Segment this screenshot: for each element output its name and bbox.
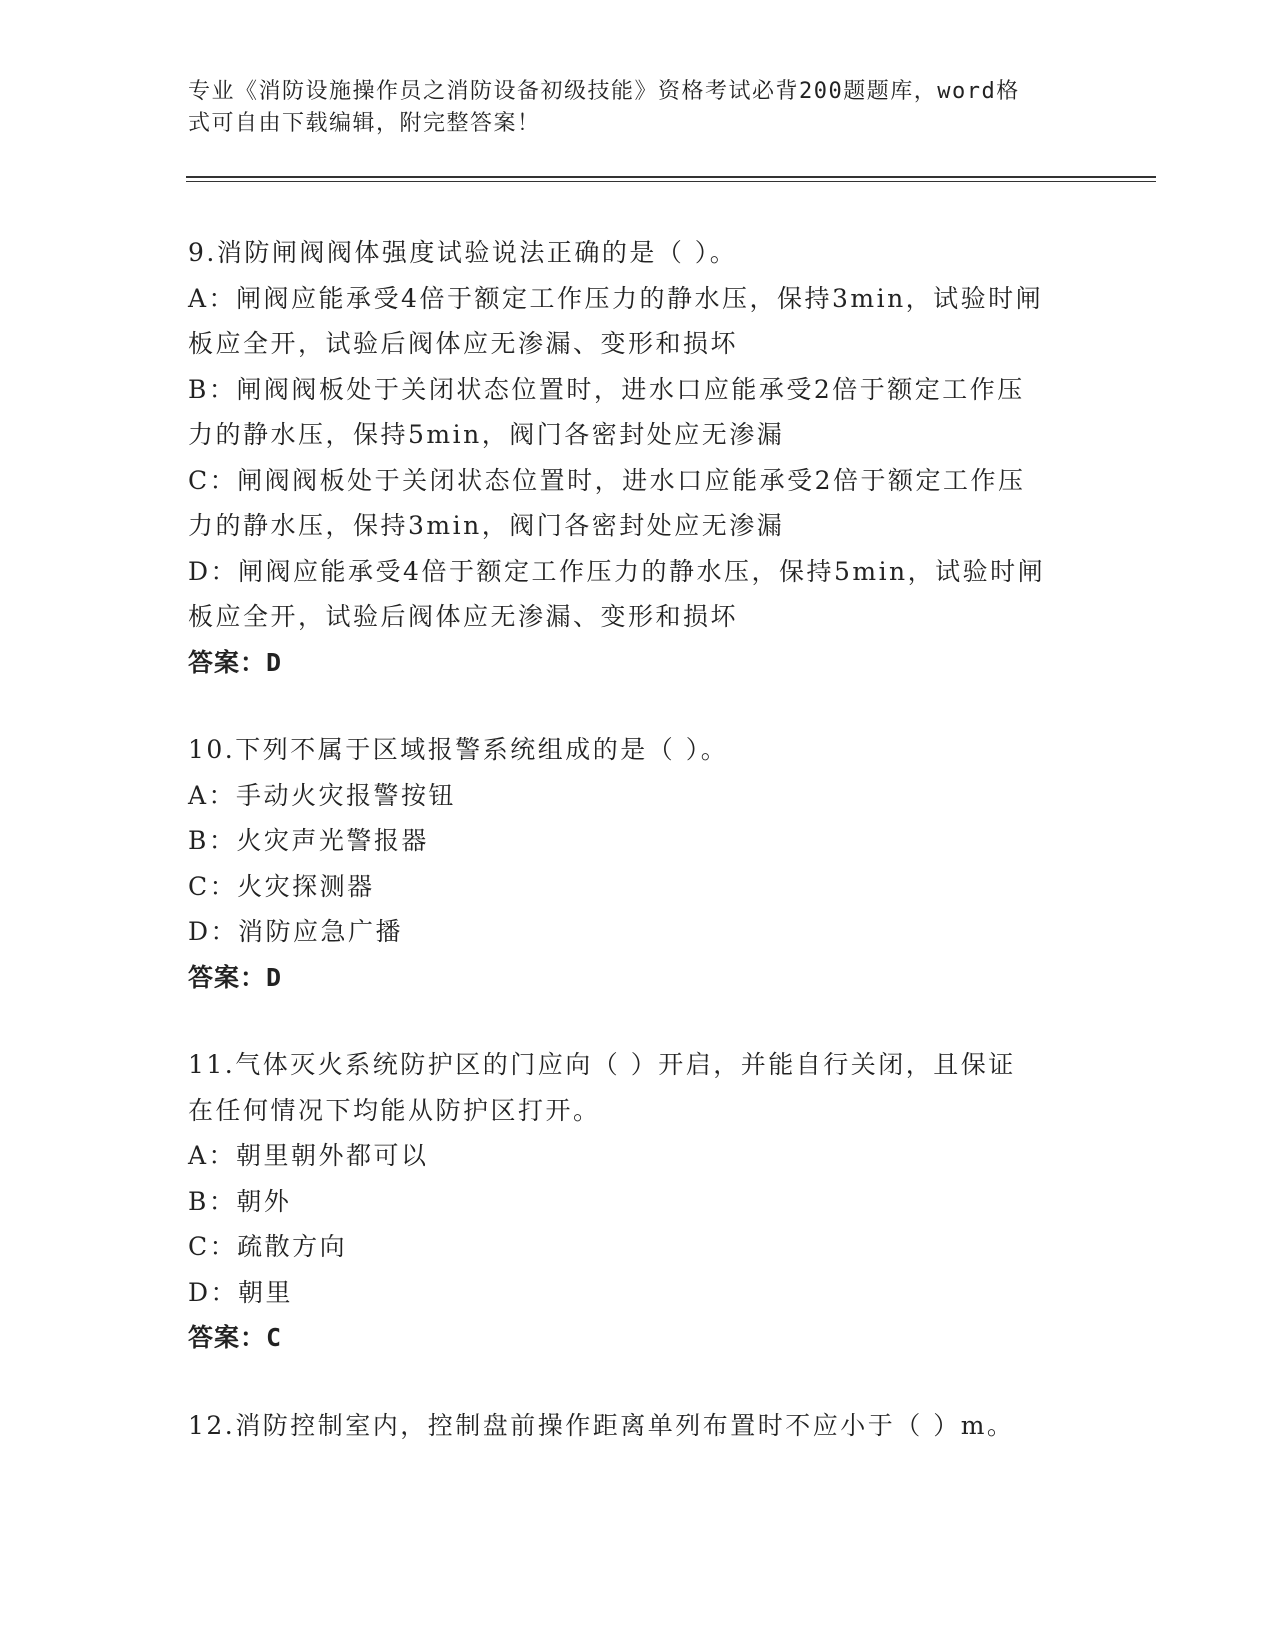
option-a: A：朝里朝外都可以 — [188, 1141, 429, 1170]
question-12 — [188, 1403, 1108, 1449]
question-list — [188, 230, 1108, 1490]
option-b: B：朝外 — [188, 1186, 292, 1216]
header-divider — [186, 176, 1156, 182]
header-line-2: 式可自由下载编辑，附完整答案！ — [188, 111, 541, 136]
option-text: B：闸阀阀板处于关闭状态位置时，进水口应能承受2倍于额定工作压 — [188, 374, 1025, 404]
option-text: 力的静水压，保持5min，阀门各密封处应无渗漏 — [188, 420, 785, 449]
question-10 — [188, 727, 1108, 1000]
option-text: 板应全开，试验后阀体应无渗漏、变形和损坏 — [188, 329, 739, 358]
option-text: A：闸阀应能承受4倍于额定工作压力的静水压，保持3min，试验时闸 — [188, 283, 1044, 313]
option-a: A：手动火灾报警按钮 — [188, 780, 457, 810]
option-c: C：火灾探测器 — [188, 871, 375, 901]
option-d — [188, 549, 1108, 640]
question-stem: 在任何情况下均能从防护区打开。 — [188, 1095, 601, 1125]
option-c: C：疏散方向 — [188, 1232, 348, 1261]
option-text: 力的静水压，保持3min，阀门各密封处应无渗漏 — [188, 511, 785, 540]
header-line-1: 专业《消防设施操作员之消防设备初级技能》资格考试必背200题题库，word格 — [188, 79, 1020, 104]
option-d: D：朝里 — [188, 1277, 294, 1307]
option-b: B：火灾声光警报器 — [188, 826, 429, 855]
question-stem: 9.消防闸阀阀体强度试验说法正确的是（ ）。 — [188, 238, 738, 267]
question-stem: 10.下列不属于区域报警系统组成的是（ ）。 — [188, 735, 729, 764]
option-d: D：消防应急广播 — [188, 917, 404, 946]
option-text: C：闸阀阀板处于关闭状态位置时，进水口应能承受2倍于额定工作压 — [188, 465, 1026, 495]
question-stem: 12.消防控制室内，控制盘前操作距离单列布置时不应小于（ ）m。 — [188, 1410, 1015, 1440]
option-a — [188, 276, 1108, 367]
option-c — [188, 458, 1108, 549]
question-9 — [188, 230, 1108, 685]
question-11 — [188, 1042, 1108, 1361]
answer: 答案：D — [188, 647, 283, 677]
option-text: 板应全开，试验后阀体应无渗漏、变形和损坏 — [188, 602, 739, 631]
document-header — [188, 76, 1068, 140]
answer: 答案：D — [188, 962, 283, 992]
question-stem: 11.气体灭火系统防护区的门应向（ ）开启，并能自行关闭，且保证 — [188, 1050, 1016, 1079]
answer: 答案：C — [188, 1323, 283, 1352]
option-text: D：闸阀应能承受4倍于额定工作压力的静水压，保持5min，试验时闸 — [188, 556, 1046, 586]
option-b — [188, 367, 1108, 458]
